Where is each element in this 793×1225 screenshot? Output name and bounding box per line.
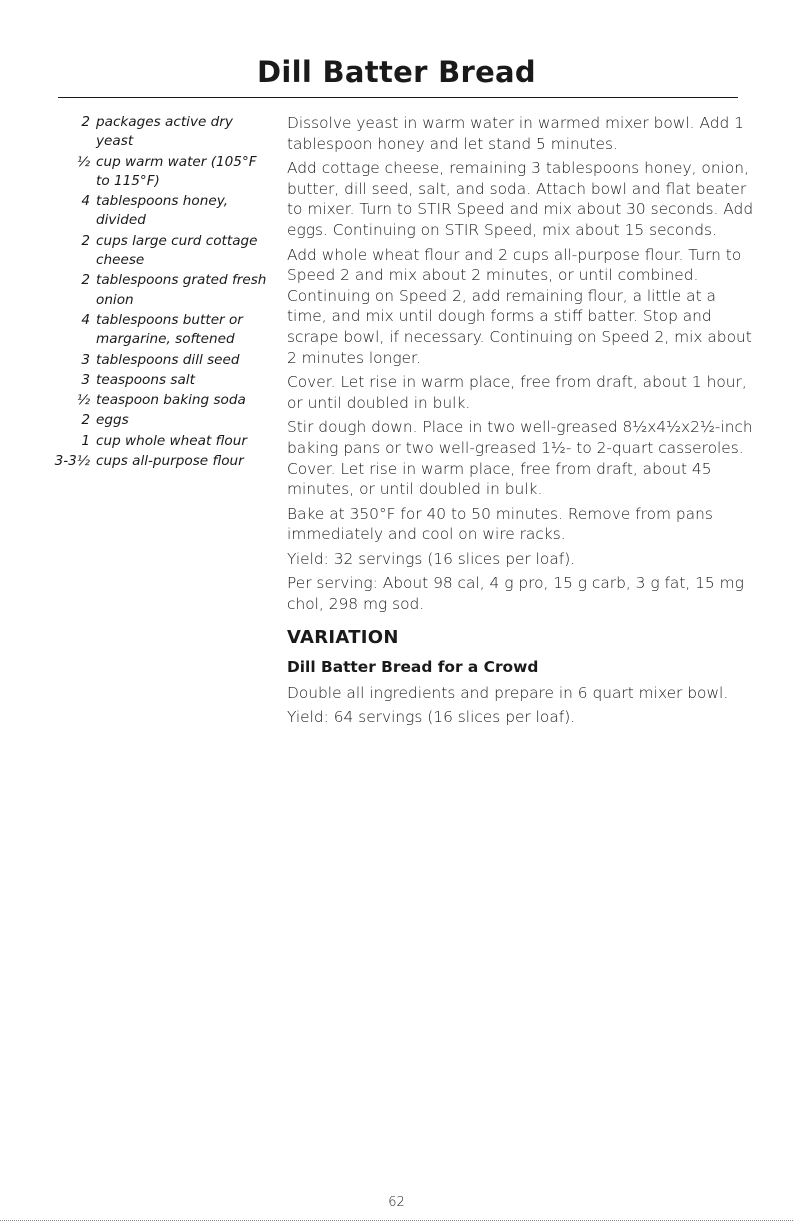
ingredient-amount: 2 xyxy=(81,272,90,289)
ingredient-text: cups large curd cottage cheese xyxy=(96,232,258,269)
direction-step: Add cottage cheese, remaining 3 tablespoons honey, onion, butter, dill seed, salt, and soda. Attach bowl and flat beater to mixer. Turn to STIR Speed and mix about 30 seconds. Add eggs. Continuing on STIR Speed, mix about 15 seconds. xyxy=(287,159,754,239)
ingredient-item xyxy=(24,113,270,152)
direction-step: Add whole wheat flour and 2 cups all-purpose flour. Turn to Speed 2 and mix about 2 minutes, or until combined. Continuing on Speed 2, add remaining flour, a little at a time, and mix until dough forms a stiff batter. Stop and scrape bowl, if necessary. Continuing on Speed 2, mix about 2 minutes longer. xyxy=(287,245,752,367)
ingredient-item xyxy=(24,271,270,310)
ingredient-amount: 2 xyxy=(81,412,90,429)
nutrition-text: Per serving: About 98 cal, 4 g pro, 15 g carb, 3 g fat, 15 mg chol, 298 mg sod. xyxy=(287,574,744,614)
ingredient-amount: 4 xyxy=(81,193,90,210)
ingredient-amount: ½ xyxy=(76,392,90,409)
ingredient-text: tablespoons grated fresh onion xyxy=(96,272,267,308)
direction-step: Dissolve yeast in warm water in warmed mixer bowl. Add 1 tablespoon honey and let stand 5 minutes. xyxy=(287,114,744,153)
ingredient-item xyxy=(24,411,270,430)
ingredient-item xyxy=(24,391,270,410)
ingredient-amount: ½ xyxy=(76,153,90,170)
ingredient-item xyxy=(24,432,270,451)
ingredient-amount: 3-3½ xyxy=(54,453,90,470)
ingredient-item xyxy=(24,192,270,231)
ingredient-item xyxy=(24,153,270,192)
variation-step: Double all ingredients and prepare in 6 quart mixer bowl. xyxy=(287,683,729,702)
direction-step: Bake at 350°F for 40 to 50 minutes. Remove from pans immediately and cool on wire racks. xyxy=(287,504,713,544)
page-title: Dill Batter Bread xyxy=(257,55,536,89)
ingredient-item xyxy=(24,351,270,370)
ingredient-item xyxy=(24,371,270,390)
variation-subtitle: Dill Batter Bread for a Crowd xyxy=(287,657,539,676)
ingredient-amount: 1 xyxy=(81,432,90,449)
ingredient-text: packages active dry yeast xyxy=(96,114,233,150)
ingredient-list xyxy=(24,113,270,472)
direction-step: Stir dough down. Place in two well-greased 8½x4½x2½-inch baking pans or two well-greased 1½- to 2-quart casseroles. Cover. Let rise in warm place, free from draft, about 45 minutes, or until doubled in bulk. xyxy=(287,418,753,499)
ingredient-text: tablespoons dill seed xyxy=(96,351,240,368)
directions xyxy=(287,113,757,732)
page-bottom-edge xyxy=(0,1220,793,1221)
ingredient-text: eggs xyxy=(96,412,129,429)
direction-step: Cover. Let rise in warm place, free from draft, about 1 hour, or until doubled in bulk. xyxy=(287,373,747,412)
ingredient-item xyxy=(24,452,270,471)
ingredient-item xyxy=(24,232,270,271)
ingredient-text: cups all-purpose flour xyxy=(96,453,244,470)
yield-text: Yield: 32 servings (16 slices per loaf). xyxy=(287,549,576,568)
title-rule xyxy=(58,97,738,98)
ingredient-amount: 3 xyxy=(81,351,90,368)
ingredient-text: tablespoons butter or margarine, softened xyxy=(96,311,243,348)
ingredient-text: cup whole wheat flour xyxy=(96,432,247,449)
ingredient-amount: 4 xyxy=(81,311,90,328)
ingredient-text: tablespoons honey, divided xyxy=(96,193,229,229)
variation-yield: Yield: 64 servings (16 slices per loaf). xyxy=(287,708,576,727)
ingredient-amount: 2 xyxy=(81,114,90,130)
ingredient-amount: 2 xyxy=(81,232,90,249)
ingredient-text: cup warm water (105°F to 115°F) xyxy=(96,153,257,189)
ingredient-amount: 3 xyxy=(81,371,90,388)
ingredient-text: teaspoons salt xyxy=(96,371,195,388)
ingredient-item xyxy=(24,311,270,350)
page-number: 62 xyxy=(388,1195,405,1210)
ingredient-text: teaspoon baking soda xyxy=(96,392,246,409)
variation-heading: VARIATION xyxy=(287,626,399,648)
